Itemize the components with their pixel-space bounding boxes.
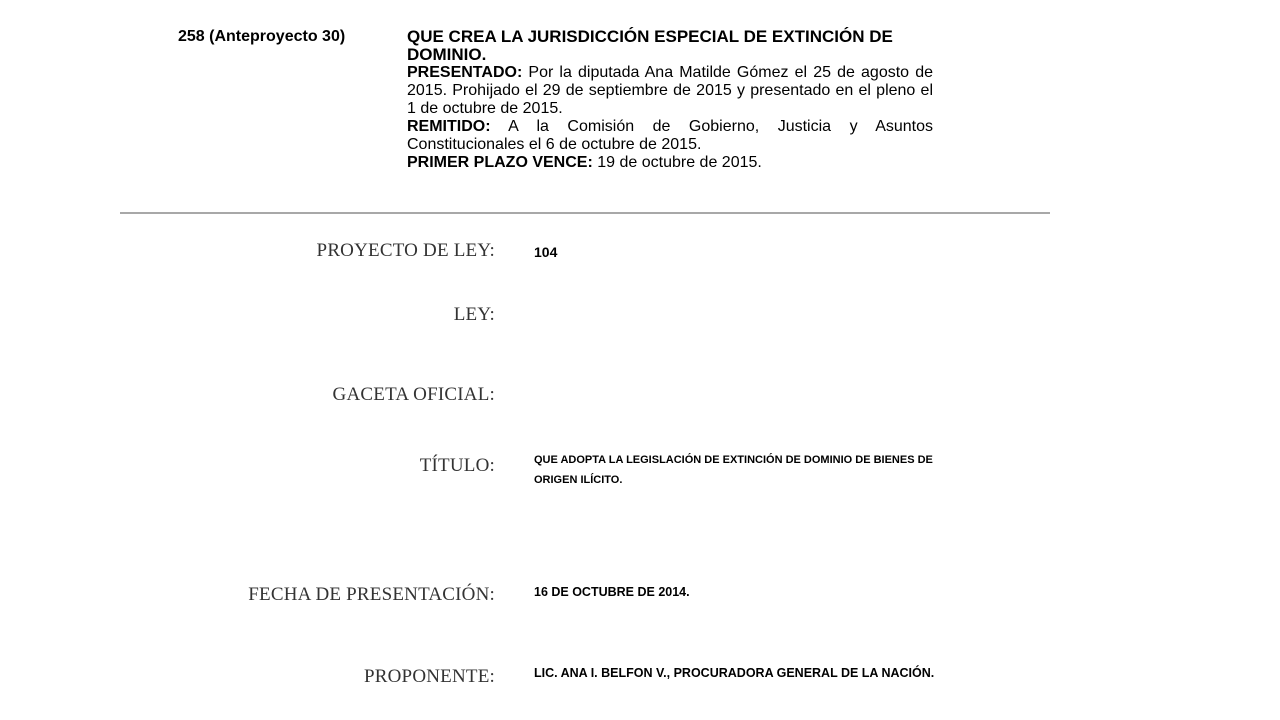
titulo-label: TÍTULO: <box>419 455 495 476</box>
gaceta-label: GACETA OFICIAL: <box>332 384 495 405</box>
remitido-paragraph <box>407 118 933 154</box>
proyecto-label: PROYECTO DE LEY: <box>316 240 495 261</box>
titulo-value: QUE ADOPTA LA LEGISLACIÓN DE EXTINCIÓN DE DOMINIO DE BIENES DE ORIGEN ILÍCITO. <box>534 454 933 486</box>
remitido-text: A la Comisión de Gobierno, Justicia y Asuntos Constitucionales el 6 de octubre de 2015. <box>407 118 933 153</box>
bill-title: QUE CREA LA JURISDICCIÓN ESPECIAL DE EXTINCIÓN DE DOMINIO. <box>407 27 893 64</box>
remitido-label: REMITIDO: <box>407 118 491 135</box>
ley-label: LEY: <box>453 304 495 325</box>
bill-number: 258 (Anteproyecto 30) <box>178 28 346 45</box>
plazo-paragraph <box>407 154 933 172</box>
presentado-text: Por la diputada Ana Matilde Gómez el 25 de agosto de 2015. Prohijado el 29 de septiembre de 2015 y presentado en el pleno el 1 de octubre de 2015. <box>407 64 933 117</box>
plazo-text: 19 de octubre de 2015. <box>597 154 762 171</box>
fecha-value: 16 DE OCTUBRE DE 2014. <box>534 585 690 599</box>
presentado-label: PRESENTADO: <box>407 64 523 81</box>
bill-entry-body <box>407 28 933 172</box>
fecha-label: FECHA DE PRESENTACIÓN: <box>248 584 495 605</box>
proponente-value: LIC. ANA I. BELFON V., PROCURADORA GENERAL DE LA NACIÓN. <box>534 666 935 680</box>
presentado-paragraph <box>407 64 933 118</box>
plazo-label: PRIMER PLAZO VENCE: <box>407 154 593 171</box>
proponente-label: PROPONENTE: <box>364 666 495 687</box>
proyecto-value: 104 <box>534 244 558 260</box>
section-divider <box>120 212 1050 214</box>
